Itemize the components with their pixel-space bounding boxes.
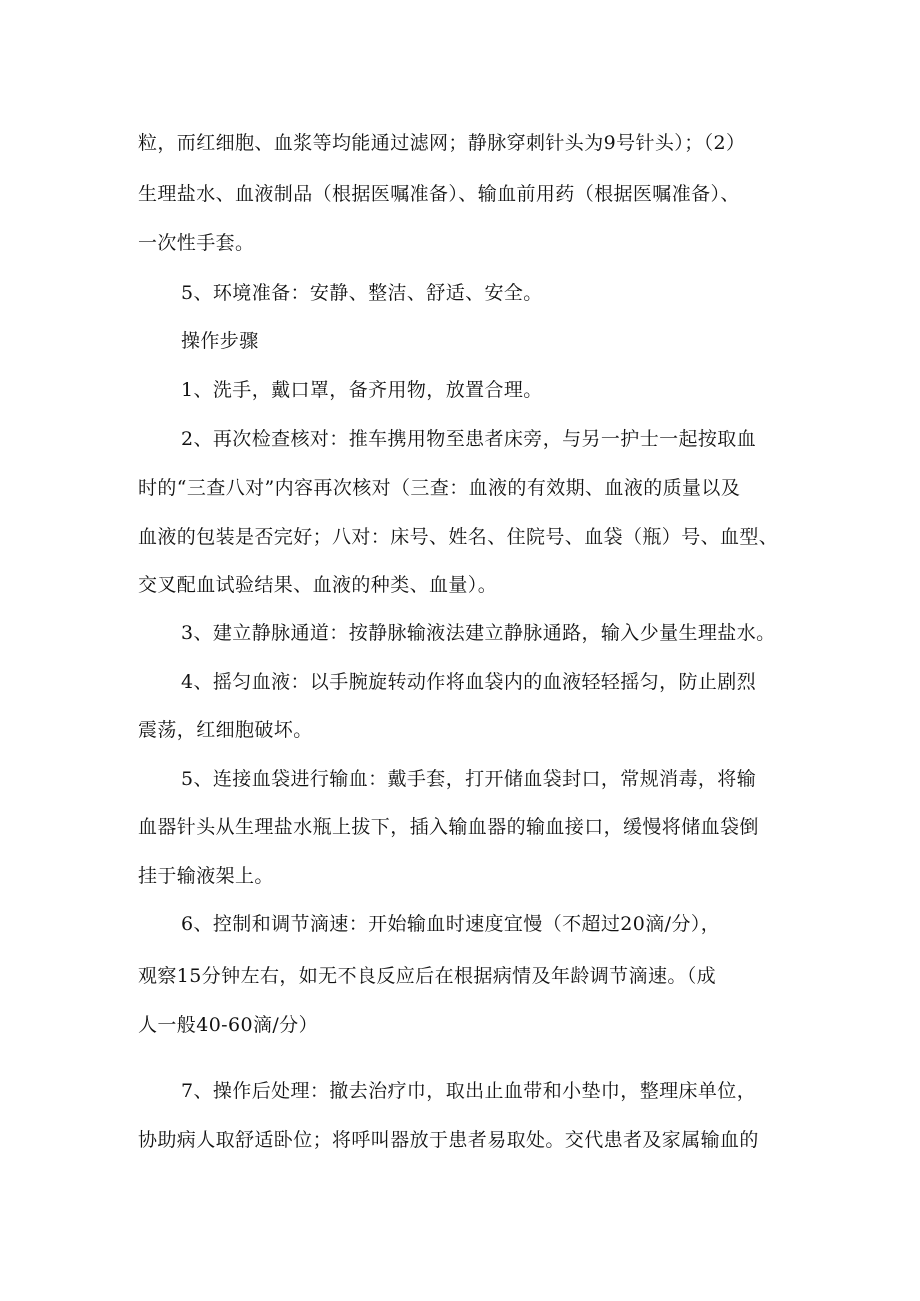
step-4: 4、摇匀血液：以手腕旋转动作将血袋内的血液轻轻摇匀，防止剧烈 [181, 671, 757, 693]
text-line: 血液的包装是否完好；八对：床号、姓名、住院号、血袋（瓶）号、血型、 [138, 526, 779, 548]
step-3: 3、建立静脉通道：按静脉输液法建立静脉通路，输入少量生理盐水。 [181, 622, 776, 644]
text-line: 交叉配血试验结果、血液的种类、血量）。 [138, 574, 498, 596]
step-7: 7、操作后处理：撤去治疗巾，取出止血带和小垫巾，整理床单位， [181, 1080, 757, 1102]
text-line: 观察15分钟左右，如无不良反应后在根据病情及年龄调节滴速。（成 [138, 965, 717, 987]
step-5: 5、连接血袋进行输血：戴手套，打开储血袋封口，常规消毒，将输 [181, 768, 757, 790]
step-6: 6、控制和调节滴速：开始输血时速度宜慢（不超过20滴/分）， [181, 913, 721, 935]
text-line: 人一般40-60滴/分） [138, 1014, 318, 1036]
text-line: 粒，而红细胞、血浆等均能通过滤网；静脉穿刺针头为9号针头）；（2） [138, 132, 746, 154]
text-line: 生理盐水、血液制品（根据医嘱准备）、输血前用药（根据医嘱准备）、 [138, 183, 740, 205]
step-2: 2、再次检查核对：推车携用物至患者床旁，与另一护士一起按取血 [181, 428, 757, 450]
text-line: 震荡，红细胞破坏。 [138, 719, 313, 741]
section-item-environment: 5、环境准备：安静、整洁、舒适、安全。 [181, 282, 543, 304]
text-line: 挂于输液架上。 [138, 865, 274, 887]
text-line: 一次性手套。 [138, 232, 255, 254]
text-line: 血器针头从生理盐水瓶上拔下，插入输血器的输血接口，缓慢将储血袋倒 [138, 816, 759, 838]
text-line: 协助病人取舒适卧位；将呼叫器放于患者易取处。交代患者及家属输血的 [138, 1129, 759, 1151]
section-heading-steps: 操作步骤 [181, 330, 259, 352]
text-line: 时的“三查八对”内容再次核对（三查：血液的有效期、血液的质量以及 [138, 477, 741, 499]
step-1: 1、洗手，戴口罩，备齐用物，放置合理。 [181, 379, 543, 401]
